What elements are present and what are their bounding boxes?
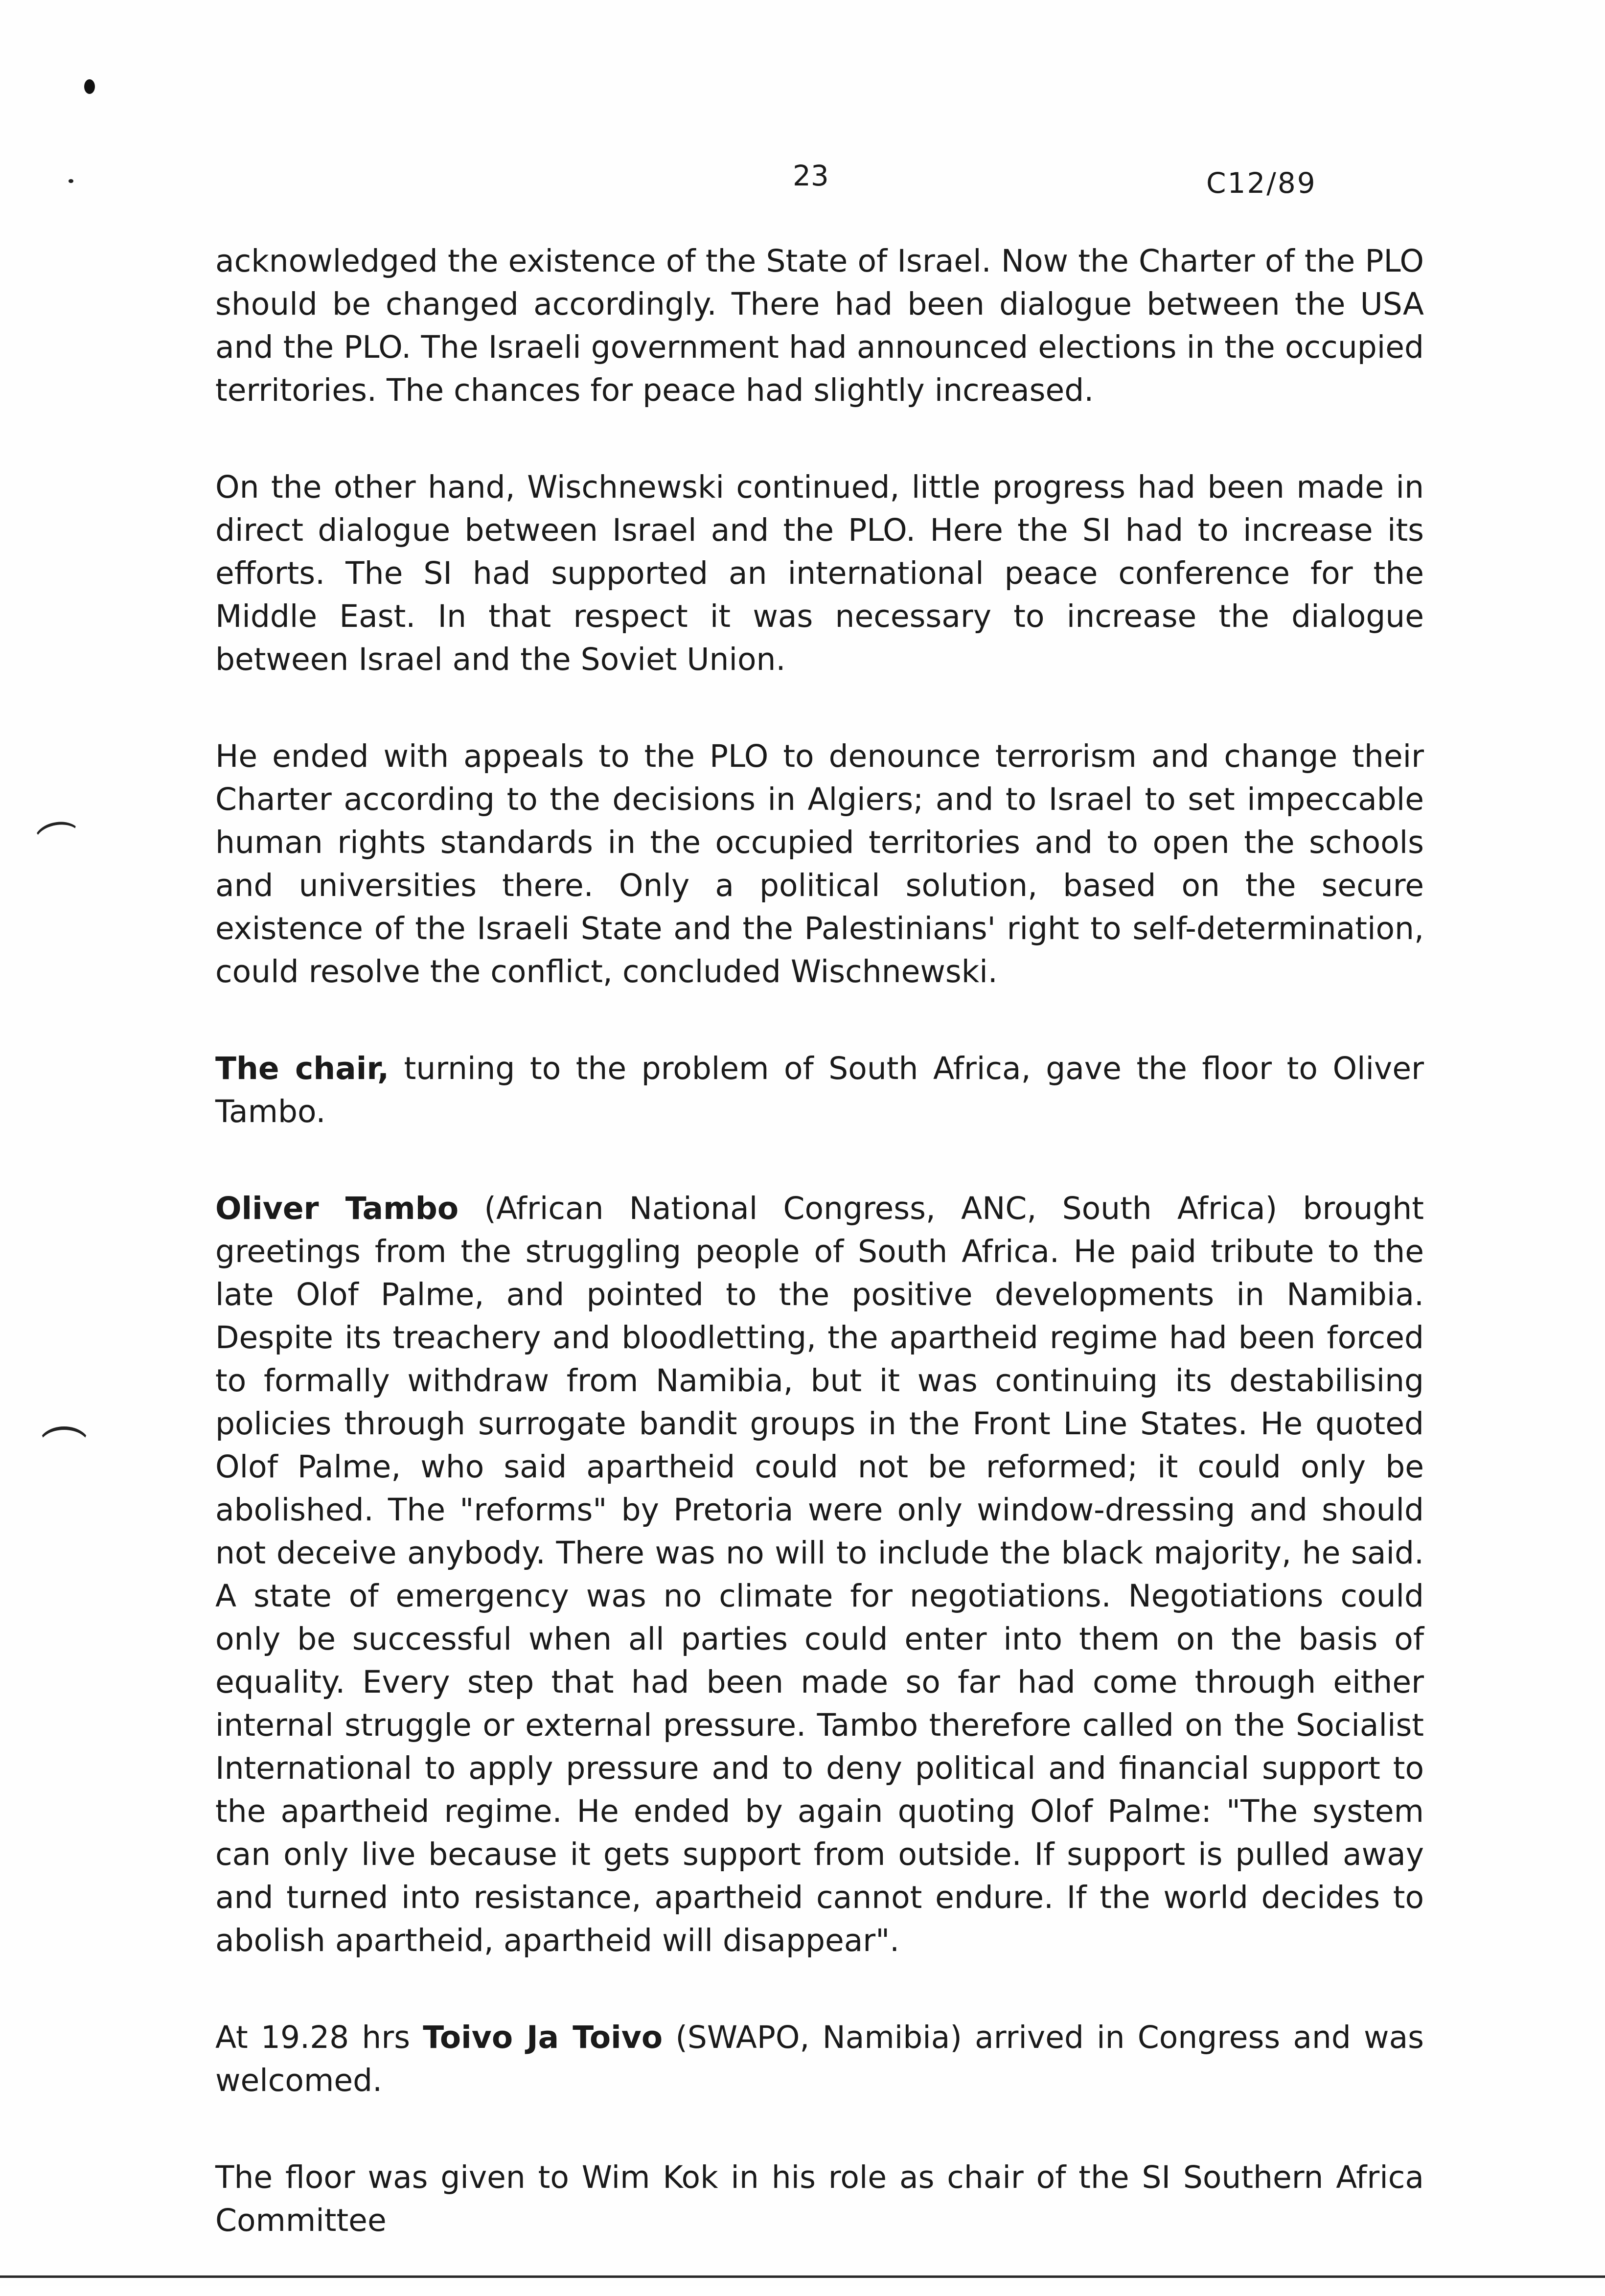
paragraph-text: (SWAPO, Namibia) arrived in Congress and was welcomed. bbox=[215, 2020, 1424, 2098]
paragraph: On the other hand, Wischnewski continued, little progress had been made in direct dialogue between Israel and the PLO. Here the SI had to increase its efforts. The SI had supported an international peace conference for the Middle East. In that respect it was necessary to increase the dialogue between Israel and the Soviet Union. bbox=[215, 469, 1424, 677]
paragraph-text: turning to the problem of South Africa, gave the floor to Oliver Tambo. bbox=[215, 1051, 1424, 1129]
scan-small-dot-mark bbox=[69, 179, 73, 183]
paragraph bbox=[215, 1187, 1424, 1962]
speaker-name: Oliver Tambo bbox=[215, 1191, 459, 1226]
paragraph bbox=[215, 1047, 1424, 1133]
paragraph: acknowledged the existence of the State of Israel. Now the Charter of the PLO should be changed accordingly. There had been dialogue between the USA and the PLO. The Israeli government had announced elections in the occupied territories. The chances for peace had slightly increased. bbox=[215, 243, 1424, 408]
page-number: 23 bbox=[793, 159, 829, 192]
speaker-name: Toivo Ja Toivo bbox=[423, 2020, 663, 2055]
speaker-name: The chair, bbox=[215, 1051, 390, 1086]
punch-hole-mark bbox=[38, 1426, 90, 1464]
paragraph bbox=[215, 2016, 1424, 2102]
paragraph: The floor was given to Wim Kok in his role as chair of the SI Southern Africa Committee bbox=[215, 2159, 1424, 2238]
paragraph-text: (African National Congress, ANC, South Africa) brought greetings from the struggling people of South Africa. He paid tribute to the late Olof Palme, and pointed to the positive developments in Namibia. Despite its treachery and bloodletting, the apartheid regime had been forced to formally withdraw from Namibia, but it was continuing its destabilising policies through surrogate bandit groups in the Front Line States. He quoted Olof Palme, who said apartheid could not be reformed; it could only be abolished. The "reforms" by Pretoria were only window-dressing and should not deceive anybody. There was no will to include the black majority, he said. A state of emergency was no climate for negotiations. Negotiations could only be successful when all parties could enter into them on the basis of equality. Every step that had been made so far had come through either internal struggle or external pressure. Tambo therefore called on the Socialist International to apply pressure and to deny political and financial support to the apartheid regime. He ended by again quoting Olof Palme: "The system can only live because it gets support from outside. If support is pulled away and turned into resistance, apartheid cannot endure. If the world decides to abolish apartheid, apartheid will disappear". bbox=[215, 1191, 1424, 1958]
document-body bbox=[215, 240, 1424, 2296]
page-bottom-rule bbox=[0, 2275, 1605, 2278]
paragraph: He ended with appeals to the PLO to denounce terrorism and change their Charter according to the decisions in Algiers; and to Israel to set impeccable human rights standards in the occupied territories and to open the schools and universities there. Only a political solution, based on the secure existence of the Israeli State and the Palestinians' right to self-determination, could resolve the conflict, concluded Wischnewski. bbox=[215, 738, 1424, 989]
punch-hole-mark bbox=[32, 818, 84, 858]
document-reference: C12/89 bbox=[1206, 166, 1317, 200]
scan-dot-mark bbox=[84, 79, 95, 94]
paragraph-text: At 19.28 hrs bbox=[215, 2020, 423, 2055]
